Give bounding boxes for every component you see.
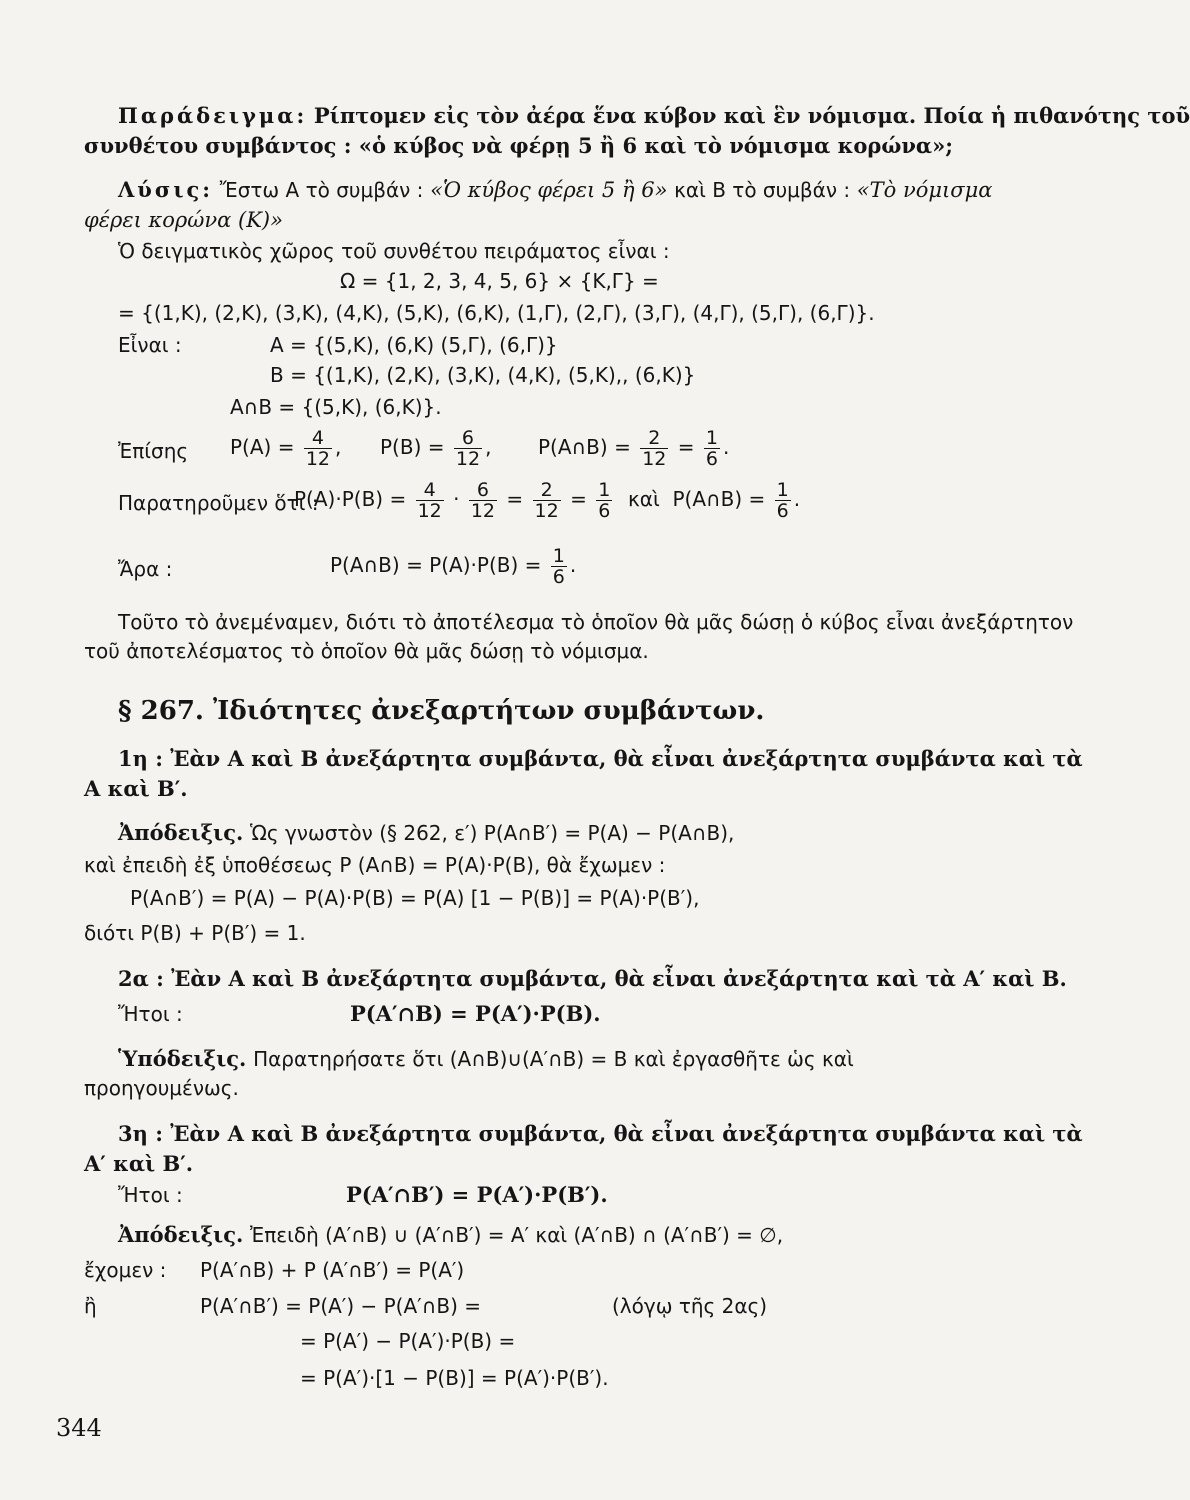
set-b: Β = {(1,Κ), (2,Κ), (3,Κ), (4,Κ), (5,Κ),, (6,Κ)}	[270, 363, 696, 387]
prop2-line-1: 2α : Ἐὰν Α καὶ Β ἀνεξάρτητα συμβάντα, θὰ εἶναι ἀνεξάρτητα καὶ τὰ Α′ καὶ Β.	[118, 966, 1067, 991]
prob-b: P(B) = $\frac{6}{12}$ ,	[380, 427, 492, 470]
set-a-and-b: Α∩Β = {(5,Κ), (6,Κ)}.	[230, 395, 442, 419]
prob-a: P(A) = $\frac{4}{12}$ ,	[230, 427, 342, 470]
page-number: 344	[56, 1414, 102, 1442]
episis-label: Ἐπίσης	[118, 439, 189, 463]
omega-list: = {(1,Κ), (2,Κ), (3,Κ), (4,Κ), (5,Κ), (6,Κ), (1,Γ), (2,Γ), (3,Γ), (4,Γ), (5,Γ), (6,Γ)}.	[118, 301, 875, 325]
example-label: Παράδειγμα:	[118, 103, 308, 128]
omega-definition: Ω = {1, 2, 3, 4, 5, 6} × {Κ,Γ} =	[340, 269, 659, 293]
prop2-hint-line-1: Ὑπόδειξις. Παρατηρήσατε ὅτι (Α∩Β)∪(Α′∩Β) = Β καὶ ἐργασθῆτε ὡς καὶ	[118, 1046, 854, 1071]
exomen-label: ἔχομεν :	[84, 1258, 167, 1282]
prop3-eq-2: P(A′∩B′) = P(A′) − P(A′∩B) =	[200, 1294, 481, 1318]
sample-space-intro: Ὁ δειγματικὸς χῶρος τοῦ συνθέτου πειράματος εἶναι :	[118, 239, 670, 263]
fraction-6-12: $\frac{6}{12}$	[455, 427, 481, 470]
proof-label: Ἀπόδειξις.	[118, 1222, 244, 1247]
final-equality: P(A∩B) = P(A)·P(B) = $\frac{1}{6}$ .	[330, 545, 577, 588]
example-text-1: Ρίπτομεν εἰς τὸν ἀέρα ἕνα κύβον καὶ ἓν νόμισμα. Ποία ἡ πιθανότης τοῦ	[313, 103, 1190, 128]
solution-line-1: Λύσις: Ἔστω Α τὸ συμβάν : «Ὁ κύβος φέρει 5 ἢ 6» καὶ Β τὸ συμβάν : «Τὸ νόμισμα	[118, 177, 993, 202]
prop2-formula: P(A′∩B) = P(A′)·P(B).	[350, 1001, 601, 1026]
example-line-1	[118, 103, 1190, 129]
solution-label: Λύσις:	[118, 177, 214, 202]
observe-label: Παρατηροῦμεν ὅτι :	[118, 491, 319, 515]
solution-line-2: φέρει κορώνα (Κ)»	[84, 208, 283, 232]
set-a: Α = {(5,Κ), (6,Κ) (5,Γ), (6,Γ)}	[270, 333, 558, 357]
prop3-proof-line-1: Ἀπόδειξις. Ἐπειδὴ (Α′∩Β) ∪ (Α′∩Β′) = Α′ καὶ (Α′∩Β) ∩ (Α′∩Β′) = ∅,	[118, 1222, 784, 1247]
prop3-reason: (λόγῳ τῆς 2ας)	[612, 1294, 768, 1318]
prop1-proof-line-4: διότι P(B) + P(B′) = 1.	[84, 921, 306, 945]
prop2-itoi: Ἤτοι :	[118, 1002, 183, 1026]
conclusion-line-1: Τοῦτο τὸ ἀνεμέναμεν, διότι τὸ ἀποτέλεσμα τὸ ὁποῖον θὰ μᾶς δώσῃ ὁ κύβος εἶναι ἀνεξάρτητον	[118, 610, 1074, 634]
prop3-line-2: Α′ καὶ Β′.	[84, 1151, 194, 1176]
prop2-hint-line-2: προηγουμένως.	[84, 1076, 239, 1100]
prop1-proof-line-3: P(A∩B′) = P(A) − P(A)·P(B) = P(A) [1 − P(B)] = P(A)·P(B′),	[130, 886, 700, 910]
fraction-1-6: $\frac{1}{6}$	[705, 427, 718, 470]
section-title: § 267. Ἰδιότητες ἀνεξαρτήτων συμβάντων.	[118, 696, 765, 726]
hint-label: Ὑπόδειξις.	[118, 1046, 247, 1071]
prop1-line-1: 1η : Ἐὰν Α καὶ Β ἀνεξάρτητα συμβάντα, θὰ εἶναι ἀνεξάρτητα συμβάντα καὶ τὰ	[118, 746, 1083, 771]
conclusion-line-2: τοῦ ἀποτελέσματος τὸ ὁποῖον θὰ μᾶς δώσῃ τὸ νόμισμα.	[84, 639, 649, 663]
prop3-eq-3: = P(A′) − P(A′)·P(B) =	[300, 1329, 516, 1353]
fraction-4-12: $\frac{4}{12}$	[305, 427, 331, 470]
ara-label: Ἄρα :	[118, 557, 173, 581]
prop3-eq-4: = P(A′)·[1 − P(B)] = P(A′)·P(B′).	[300, 1366, 609, 1390]
proof-label: Ἀπόδειξις.	[118, 820, 244, 845]
prop3-itoi: Ἤτοι :	[118, 1183, 183, 1207]
or-label: ἢ	[84, 1294, 97, 1318]
prop1-line-2: Α καὶ Β′.	[84, 776, 188, 801]
prop1-proof-line-1: Ἀπόδειξις. Ὡς γνωστὸν (§ 262, ε′) P(A∩B′) = P(A) − P(A∩B),	[118, 820, 735, 845]
fraction-2-12: $\frac{2}{12}$	[642, 427, 667, 470]
prop3-line-1: 3η : Ἐὰν Α καὶ Β ἀνεξάρτητα συμβάντα, θὰ εἶναι ἀνεξάρτητα συμβάντα καὶ τὰ	[118, 1121, 1083, 1146]
prop3-formula: P(A′∩B′) = P(A′)·P(B′).	[346, 1182, 608, 1207]
product-line: P(A)·P(B) = $\frac{4}{12}$ · $\frac{6}{12}$ = $\frac{2}{12}$ = $\frac{1}{6}$ καὶ P(A∩B) = $\frac{1}{6}$ .	[294, 479, 801, 522]
einai-label: Εἶναι :	[118, 333, 182, 357]
prop1-proof-line-2: καὶ ἐπειδὴ ἐξ ὑποθέσεως P (A∩B) = P(A)·P(B), θὰ ἔχωμεν :	[84, 853, 666, 877]
example-line-2: συνθέτου συμβάντος : «ὁ κύβος νὰ φέρῃ 5 ἢ 6 καὶ τὸ νόμισμα κορώνα»;	[84, 133, 953, 158]
prob-a-and-b: P(A∩B) = $\frac{2}{12}$ = $\frac{1}{6}$ .	[538, 427, 730, 470]
prop3-eq-1: P(A′∩B) + P (A′∩B′) = P(A′)	[200, 1258, 465, 1282]
